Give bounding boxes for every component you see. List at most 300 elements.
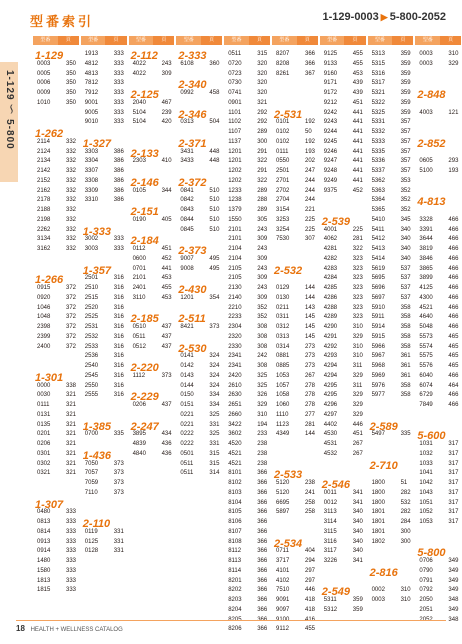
model-number: 3254 — [276, 226, 290, 233]
model-number: 1046 — [37, 304, 51, 311]
group-heading: 1-266 — [35, 274, 64, 287]
model-number: 5969 — [371, 372, 385, 379]
page-reference: 405 — [161, 216, 172, 223]
page-reference: 292 — [257, 119, 268, 126]
model-number: 0102 — [276, 129, 290, 135]
page-reference: 452 — [352, 187, 363, 194]
page-reference: 308 — [257, 333, 268, 340]
page-reference: 352 — [257, 304, 268, 311]
model-number: 5968 — [371, 363, 385, 369]
model-number: 0701 — [132, 265, 146, 272]
model-number: 4294 — [323, 363, 338, 369]
page-reference: 352 — [400, 197, 411, 204]
model-number: 6695 — [276, 499, 290, 506]
model-number: 4531 — [323, 441, 338, 447]
model-number: 5325 — [371, 109, 385, 116]
page-reference: 324 — [209, 382, 220, 389]
page-reference: 326 — [257, 392, 268, 399]
model-number: 0914 — [37, 548, 51, 555]
model-number: 1010 — [37, 99, 51, 106]
model-number: 1201 — [228, 148, 242, 155]
model-number: 3899 — [419, 275, 433, 282]
group-heading: 2-371 — [178, 137, 207, 150]
page-reference: 331 — [113, 538, 124, 545]
header-number: 型番 — [40, 37, 51, 43]
model-number: 5976 — [371, 382, 385, 389]
page-reference: 321 — [66, 470, 77, 477]
group-heading: 2-184 — [130, 235, 159, 248]
page-reference: 310 — [352, 353, 363, 360]
model-number: 5365 — [371, 207, 385, 213]
page-reference: 333 — [113, 109, 124, 116]
page-reference: 358 — [400, 324, 411, 330]
column-body — [81, 45, 127, 618]
model-number: 0221 — [180, 421, 194, 428]
model-number: 3113 — [323, 509, 337, 516]
model-number: 5966 — [371, 343, 385, 350]
model-number: 1137 — [228, 138, 242, 145]
page-reference: 333 — [66, 577, 77, 584]
page-reference: 373 — [161, 372, 172, 379]
side-tab-label: 1-129 ～ 5-800 — [4, 70, 15, 150]
model-number: 2142 — [37, 168, 51, 174]
page-reference: 307 — [305, 236, 316, 243]
model-number: 4349 — [276, 431, 290, 438]
model-number: 0511 — [180, 460, 194, 467]
page-reference: 144 — [305, 294, 316, 301]
page-reference: 320 — [257, 80, 268, 87]
model-number: 0151 — [180, 402, 194, 408]
page-reference: 323 — [352, 285, 363, 291]
model-number: 0144 — [180, 382, 194, 389]
page-reference: 317 — [448, 509, 459, 516]
group-heading: 2-346 — [178, 108, 207, 121]
model-number: 0003 — [37, 60, 51, 67]
page-reference: 329 — [352, 402, 363, 408]
model-number: 0311 — [276, 314, 289, 321]
model-number: 0000 — [37, 382, 51, 389]
model-number: 0101 — [276, 119, 290, 126]
page-reference: 340 — [400, 255, 411, 262]
group-heading: 2-539 — [321, 215, 350, 228]
page-reference: 352 — [400, 187, 411, 194]
model-number: 3134 — [37, 236, 51, 243]
page-reference: 317 — [448, 450, 459, 457]
page-reference: 225 — [305, 216, 316, 223]
page-reference: 221 — [305, 207, 316, 213]
page-reference: 321 — [257, 99, 268, 106]
model-number: 2320 — [228, 333, 242, 340]
page-reference: 193 — [448, 168, 459, 174]
model-number: 4101 — [276, 567, 290, 574]
page-reference: 466 — [448, 226, 459, 233]
model-number: 8201 — [228, 577, 242, 584]
model-number: 1107 — [228, 129, 242, 135]
model-number: 2051 — [419, 606, 433, 613]
page-reference: 510 — [209, 187, 220, 194]
model-number: 3114 — [323, 519, 337, 525]
page-reference: 317 — [448, 489, 459, 496]
model-number: 2198 — [37, 216, 51, 223]
model-number: 2233 — [228, 314, 242, 321]
page-reference: 359 — [400, 60, 411, 67]
model-number: 4288 — [323, 304, 338, 311]
model-number: 2188 — [37, 207, 51, 213]
page-reference: 338 — [66, 382, 77, 389]
model-number: 8261 — [276, 70, 290, 77]
model-number: 5497 — [371, 431, 385, 438]
page-reference: 366 — [257, 499, 268, 506]
page-reference: 267 — [352, 450, 363, 457]
model-number: 0312 — [276, 324, 290, 330]
model-number: 0885 — [276, 363, 290, 369]
page-reference: 465 — [448, 353, 459, 360]
page-reference: 334 — [209, 402, 220, 408]
model-number: 8206 — [228, 626, 242, 633]
model-number: 2330 — [228, 343, 242, 350]
page-reference: 333 — [113, 90, 124, 96]
model-number: 2510 — [84, 285, 99, 291]
model-number: 3309 — [84, 187, 99, 194]
page-reference: 350 — [66, 70, 77, 77]
model-number: 2536 — [84, 353, 99, 360]
group-heading: 2-710 — [369, 459, 398, 472]
model-number: 2520 — [84, 304, 99, 311]
page-reference: 464 — [448, 382, 459, 389]
page-reference: 467 — [161, 99, 172, 106]
model-number: 4062 — [323, 236, 338, 243]
page-reference: 308 — [257, 363, 268, 369]
header-page: 頁 — [201, 36, 222, 45]
model-number: 0012 — [323, 499, 338, 506]
model-number: 4294 — [323, 372, 338, 379]
model-number: 1379 — [228, 207, 242, 213]
page-reference: 273 — [305, 363, 316, 369]
model-number: 5573 — [419, 333, 433, 340]
page-reference: 324 — [209, 353, 220, 360]
model-number: 5413 — [371, 246, 385, 252]
page-reference: 466 — [448, 304, 459, 311]
model-number: 0201 — [37, 431, 51, 438]
page-reference: 333 — [113, 80, 124, 87]
column-header — [33, 36, 79, 45]
group-heading: 2-112 — [130, 50, 158, 62]
model-number: 5575 — [419, 353, 433, 360]
model-number: 6040 — [419, 372, 433, 379]
model-number: 2501 — [276, 168, 290, 174]
page-reference: 333 — [113, 119, 124, 126]
page-reference: 359 — [400, 109, 411, 116]
header-page: 頁 — [153, 36, 174, 45]
model-number: 5697 — [371, 294, 385, 301]
page-reference: 316 — [113, 314, 124, 321]
model-number: 9112 — [276, 626, 289, 633]
page-reference: 316 — [113, 324, 124, 330]
model-number: 5911 — [371, 314, 385, 321]
group-heading: 2-848 — [417, 89, 446, 101]
page-reference: 358 — [400, 343, 411, 350]
page-reference: 325 — [257, 382, 268, 389]
model-number: 0112 — [132, 246, 146, 252]
model-number: 0003 — [419, 51, 433, 57]
catalog-name: HEALTH + WELLNESS CATALOG — [30, 627, 123, 633]
model-number: 4022 — [132, 60, 146, 67]
model-number: 2178 — [37, 197, 51, 204]
page-reference: 510 — [209, 216, 220, 223]
model-number: 2610 — [228, 382, 242, 389]
header-page: 頁 — [58, 36, 79, 45]
page-reference: 373 — [113, 470, 124, 477]
group-heading: 2-430 — [178, 284, 207, 296]
page-reference: 316 — [113, 294, 124, 301]
model-number: 4521 — [228, 450, 242, 457]
group-heading: 2-110 — [82, 518, 111, 530]
model-number: 2140 — [228, 294, 242, 301]
column-body — [224, 45, 270, 633]
column-body — [272, 45, 318, 633]
model-number: 1201 — [180, 294, 194, 301]
column-header — [368, 36, 414, 45]
page-reference: 466 — [448, 392, 459, 399]
page-reference: 322 — [352, 246, 363, 252]
model-number: 4284 — [323, 275, 338, 282]
header-page: 頁 — [440, 36, 461, 45]
page-reference: 466 — [448, 314, 459, 321]
page-reference: 495 — [209, 265, 220, 272]
page-reference: 332 — [66, 138, 77, 145]
model-number: 4293 — [323, 353, 338, 360]
model-number: 1801 — [371, 509, 385, 516]
page-reference: 244 — [305, 197, 316, 204]
page-reference: 366 — [257, 519, 268, 525]
page-reference: 446 — [352, 421, 363, 428]
page-reference: 143 — [305, 304, 316, 311]
group-heading: 2-146 — [130, 176, 159, 189]
model-number: 9375 — [323, 187, 338, 194]
page-reference: 340 — [400, 236, 411, 243]
page-reference: 510 — [209, 226, 220, 233]
model-number: 9001 — [84, 99, 99, 106]
page-reference: 277 — [305, 411, 316, 418]
model-number: 0706 — [419, 558, 433, 564]
model-number: 9172 — [323, 90, 338, 96]
page-reference: 441 — [352, 138, 363, 145]
page-reference: 366 — [257, 470, 268, 477]
model-number: 4102 — [276, 577, 290, 584]
page-reference: 366 — [257, 489, 268, 496]
header-number: 型番 — [327, 37, 338, 43]
column-header — [272, 36, 318, 45]
model-number: 0881 — [276, 353, 290, 360]
model-number: 5363 — [371, 187, 385, 194]
model-number: 4291 — [323, 333, 338, 340]
page-reference: 278 — [305, 382, 316, 389]
model-number: 2050 — [419, 597, 433, 603]
group-heading: 1-307 — [35, 498, 64, 511]
model-number: 9160 — [323, 70, 338, 77]
page-reference: 267 — [352, 441, 363, 447]
page-reference: 366 — [305, 51, 316, 57]
page-reference: 333 — [113, 60, 124, 67]
page-reference: 332 — [66, 207, 77, 213]
page-reference: 354 — [209, 294, 220, 301]
model-number: 5362 — [371, 177, 385, 184]
model-number: 5332 — [371, 129, 385, 135]
model-number: 9091 — [276, 597, 290, 603]
column-body — [368, 45, 414, 618]
page-reference: 358 — [400, 304, 411, 311]
page-reference: 333 — [66, 519, 77, 525]
model-number: 5317 — [371, 80, 385, 87]
page-reference: 451 — [161, 246, 172, 252]
group-heading: 2-340 — [178, 79, 207, 92]
model-number: 2701 — [276, 177, 290, 184]
model-number: 4402 — [323, 421, 338, 428]
model-number: 0190 — [132, 216, 146, 223]
page-reference: 451 — [352, 431, 363, 438]
page-reference: 345 — [400, 216, 411, 223]
page-reference: 282 — [400, 489, 411, 496]
model-number: 4296 — [323, 402, 338, 408]
page-reference: 321 — [66, 441, 77, 447]
model-number: 2262 — [37, 226, 51, 233]
page-reference: 309 — [257, 275, 268, 282]
model-number: 2114 — [37, 138, 50, 145]
model-number: 4520 — [228, 441, 242, 447]
page-reference: 278 — [305, 392, 316, 399]
model-number: 8102 — [228, 480, 242, 486]
model-number: 5333 — [371, 138, 385, 145]
page-reference: 466 — [448, 255, 459, 262]
model-number: 4840 — [132, 450, 146, 457]
column-body — [320, 45, 366, 618]
page-header — [0, 0, 462, 36]
page-reference: 361 — [400, 363, 411, 369]
model-number: 0005 — [37, 70, 51, 77]
page-reference: 386 — [113, 158, 124, 165]
group-heading: 2-133 — [130, 147, 159, 160]
model-number: 9010 — [84, 119, 99, 126]
model-number: 4295 — [323, 382, 338, 389]
model-number: 9171 — [323, 80, 338, 87]
model-number: 0605 — [419, 158, 433, 165]
page-reference: 145 — [305, 314, 316, 321]
page-reference: 537 — [400, 285, 411, 291]
page-reference: 331 — [113, 548, 124, 555]
model-number: 1102 — [228, 119, 242, 126]
page-reference: 335 — [113, 431, 124, 438]
model-number: 2398 — [37, 324, 51, 330]
page-reference: 309 — [257, 236, 268, 243]
page-reference: 241 — [305, 489, 316, 496]
page-reference: 366 — [305, 60, 316, 67]
page-reference: 350 — [66, 60, 77, 67]
page-reference: 121 — [448, 109, 459, 116]
group-heading: 5-600 — [417, 430, 446, 443]
page-reference: 225 — [305, 226, 316, 233]
column-body — [129, 45, 175, 618]
model-number: 9125 — [323, 51, 338, 57]
page-reference: 194 — [257, 421, 268, 428]
model-number: 0206 — [37, 441, 51, 447]
model-number: 2420 — [228, 372, 242, 379]
range-end: 5-800-2052 — [389, 11, 446, 23]
model-number: 4812 — [84, 60, 99, 67]
page-reference: 453 — [161, 294, 172, 301]
model-number: 5574 — [419, 343, 433, 350]
model-number: 3115 — [323, 528, 337, 535]
model-number: 0221 — [180, 411, 194, 418]
model-number: 5335 — [371, 148, 385, 155]
page-reference: 316 — [113, 333, 124, 340]
header-number: 型番 — [422, 37, 433, 43]
model-number: 5100 — [419, 168, 433, 174]
page-reference: 353 — [400, 177, 411, 184]
model-number: 5336 — [371, 158, 385, 165]
model-number: 1058 — [276, 392, 290, 399]
index-column — [272, 36, 318, 633]
model-number: 0700 — [84, 431, 99, 438]
page-reference: 537 — [400, 294, 411, 301]
page-reference: 321 — [66, 431, 77, 438]
group-heading: 1-385 — [82, 420, 111, 433]
page-reference: 504 — [209, 119, 220, 126]
page-reference: 340 — [352, 528, 363, 535]
page-reference: 366 — [257, 597, 268, 603]
page-reference: 373 — [113, 480, 124, 486]
group-heading: 1-129 — [35, 50, 64, 62]
model-number: 0841 — [180, 187, 194, 194]
page-reference: 448 — [209, 148, 220, 155]
page-reference: 310 — [257, 411, 268, 418]
page-title: 型番索引 — [30, 14, 95, 29]
page-reference: 437 — [161, 402, 172, 408]
model-number: 4530 — [323, 431, 338, 438]
column-header — [129, 36, 175, 45]
page-reference: 281 — [352, 236, 363, 243]
page-reference: 333 — [113, 51, 124, 57]
model-number: 5910 — [371, 304, 385, 311]
model-number: 3391 — [419, 226, 433, 233]
model-number: 8103 — [228, 489, 242, 496]
model-number: 8106 — [228, 519, 242, 525]
model-number: 9244 — [323, 129, 338, 135]
model-number: 0222 — [180, 441, 194, 447]
page-reference: 366 — [257, 480, 268, 486]
header-number: 型番 — [279, 37, 290, 43]
model-number: 7510 — [276, 587, 290, 594]
model-number: 9008 — [180, 265, 194, 272]
page-reference: 410 — [161, 158, 172, 165]
model-number: 4532 — [323, 450, 338, 457]
model-number: 0211 — [276, 304, 289, 311]
model-number: 3895 — [132, 431, 146, 438]
model-number: 3865 — [419, 265, 433, 272]
column-header — [224, 36, 270, 45]
page-reference: 441 — [161, 265, 172, 272]
page-reference: 320 — [257, 90, 268, 96]
model-number: 4289 — [323, 314, 338, 321]
page-reference: 437 — [161, 343, 172, 350]
model-number: 4295 — [323, 392, 338, 399]
group-heading: 2-589 — [369, 420, 398, 433]
page-reference: 325 — [209, 431, 220, 438]
model-number: 5696 — [371, 285, 385, 291]
model-number: 5312 — [323, 606, 338, 613]
model-number: 5104 — [132, 119, 146, 126]
page-reference: 243 — [257, 246, 268, 252]
page-reference: 441 — [352, 168, 363, 174]
